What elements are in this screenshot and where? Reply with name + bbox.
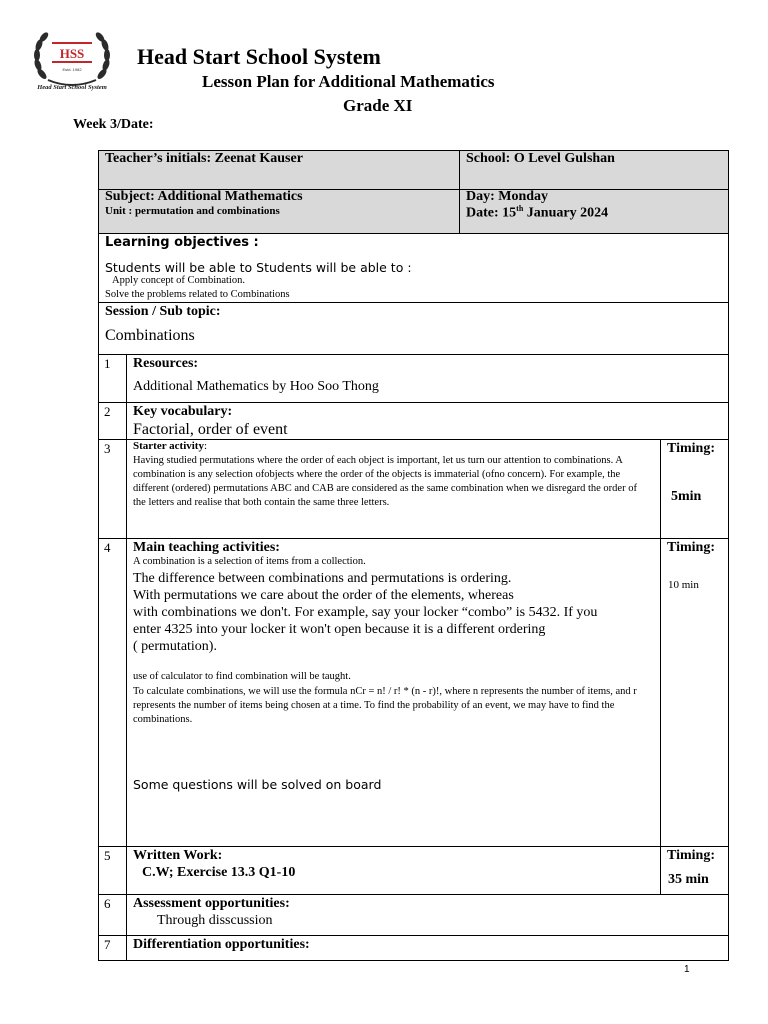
differentiation-cell xyxy=(126,935,729,961)
assessment-heading: Assessment opportunities: xyxy=(133,896,290,911)
row-number: 7 xyxy=(104,937,111,952)
timing-label: Timing: xyxy=(667,441,715,456)
page-number: 1 xyxy=(684,964,690,975)
lesson-plan-title: Lesson Plan for Additional Mathematics xyxy=(202,72,495,91)
main-activities-line: use of calculator to find combination will be taught. xyxy=(133,671,351,682)
main-teaching-activities-cell xyxy=(126,538,661,847)
key-vocabulary-cell xyxy=(126,402,729,440)
starter-activity-cell xyxy=(126,439,661,539)
main-activities-closing: Some questions will be solved on board xyxy=(133,777,382,792)
day-date-cell xyxy=(459,189,729,234)
learning-objectives-section xyxy=(98,233,729,303)
session-section xyxy=(98,302,729,355)
resources-text: Additional Mathematics by Hoo Soo Thong xyxy=(133,379,379,394)
resources-cell xyxy=(126,354,729,403)
learning-objectives-heading: Learning objectives : xyxy=(105,235,259,250)
main-activities-line: A combination is a selection of items from a collection. xyxy=(133,556,366,567)
unit-name: Unit : permutation and combinations xyxy=(105,205,280,217)
session-topic: Combinations xyxy=(105,327,195,344)
timing-value: 35 min xyxy=(668,872,709,887)
svg-text:HSS: HSS xyxy=(59,46,85,61)
main-activities-line: with combinations we don't. For example, say your locker “combo” is 5432. If you xyxy=(133,605,598,620)
row-number-cell xyxy=(98,402,127,440)
row-number: 4 xyxy=(104,540,111,555)
main-activities-line: The difference between combinations and permutations is ordering. xyxy=(133,571,512,586)
week-date-label: Week 3/Date: xyxy=(73,117,154,132)
timing-cell xyxy=(660,538,729,847)
logo-caption: Head Start School System xyxy=(37,84,107,91)
grade-title: Grade XI xyxy=(343,96,413,115)
row-number-cell xyxy=(98,538,127,847)
timing-label: Timing: xyxy=(667,848,715,863)
row-number: 2 xyxy=(104,404,111,419)
combination-formula-text: To calculate combinations, we will use the formula nCr = n! / r! * (n - r)!, where n represents the number of items, and r represents the number of items being chosen at a time. To find the probability of an event, we may have to find the combinations. xyxy=(133,686,637,725)
row-number-cell xyxy=(98,894,127,936)
key-vocabulary-text: Factorial, order of event xyxy=(133,421,288,438)
subject-name: Subject: Additional Mathematics xyxy=(105,189,303,204)
main-activities-heading: Main teaching activities: xyxy=(133,540,280,555)
row-number-cell xyxy=(98,846,127,895)
timing-label: Timing: xyxy=(667,540,715,555)
timing-value: 10 min xyxy=(668,579,699,591)
lesson-day: Day: Monday xyxy=(466,189,549,204)
session-heading: Session / Sub topic: xyxy=(105,304,221,319)
row-number: 1 xyxy=(104,356,111,371)
row-number-cell xyxy=(98,354,127,403)
main-activities-line: With permutations we care about the order of the elements, whereas xyxy=(133,588,514,603)
school-name-title: Head Start School System xyxy=(137,44,381,69)
svg-text:Estd. 1982: Estd. 1982 xyxy=(62,67,82,72)
teacher-cell xyxy=(98,150,460,190)
row-number: 6 xyxy=(104,896,111,911)
teacher-initials: Teacher’s initials: Zeenat Kauser xyxy=(105,151,303,166)
assessment-text: Through disscussion xyxy=(157,913,273,928)
row-number: 5 xyxy=(104,848,111,863)
subject-cell xyxy=(98,189,460,234)
row-number: 3 xyxy=(104,441,111,456)
main-activities-line: enter 4325 into your locker it won't open because it is a different ordering xyxy=(133,622,546,637)
objective-item-2: Solve the problems related to Combinations xyxy=(105,289,290,300)
assessment-cell xyxy=(126,894,729,936)
timing-cell xyxy=(660,846,729,895)
resources-heading: Resources: xyxy=(133,356,199,371)
starter-activity-heading: Starter activity: xyxy=(133,440,208,452)
objective-item-1: Apply concept of Combination. xyxy=(112,275,245,286)
written-work-text: C.W; Exercise 13.3 Q1-10 xyxy=(142,865,296,880)
school-cell xyxy=(459,150,729,190)
written-work-heading: Written Work: xyxy=(133,848,223,863)
starter-activity-text: Having studied permutations where the order of each object is important, let us turn our attention to combinations. A combination is any selection ofobjects where the order of the objects is immaterial (ofno concern). For example, the different (ordered) permutations ABC and CAB are considered as the same combination when we disregard the order of the letters and realise that both contain the same three letters. xyxy=(133,455,637,508)
written-work-cell xyxy=(126,846,661,895)
key-vocabulary-heading: Key vocabulary: xyxy=(133,404,233,419)
timing-cell xyxy=(660,439,729,539)
timing-value: 5min xyxy=(671,489,702,504)
school-branch: School: O Level Gulshan xyxy=(466,151,615,166)
lesson-date: Date: 15th January 2024 xyxy=(466,204,609,221)
main-activities-line: ( permutation). xyxy=(133,639,217,654)
row-number-cell xyxy=(98,439,127,539)
differentiation-heading: Differentiation opportunities: xyxy=(133,937,310,952)
objectives-intro: Students will be able to Students will be able to : xyxy=(105,260,412,275)
row-number-cell xyxy=(98,935,127,961)
